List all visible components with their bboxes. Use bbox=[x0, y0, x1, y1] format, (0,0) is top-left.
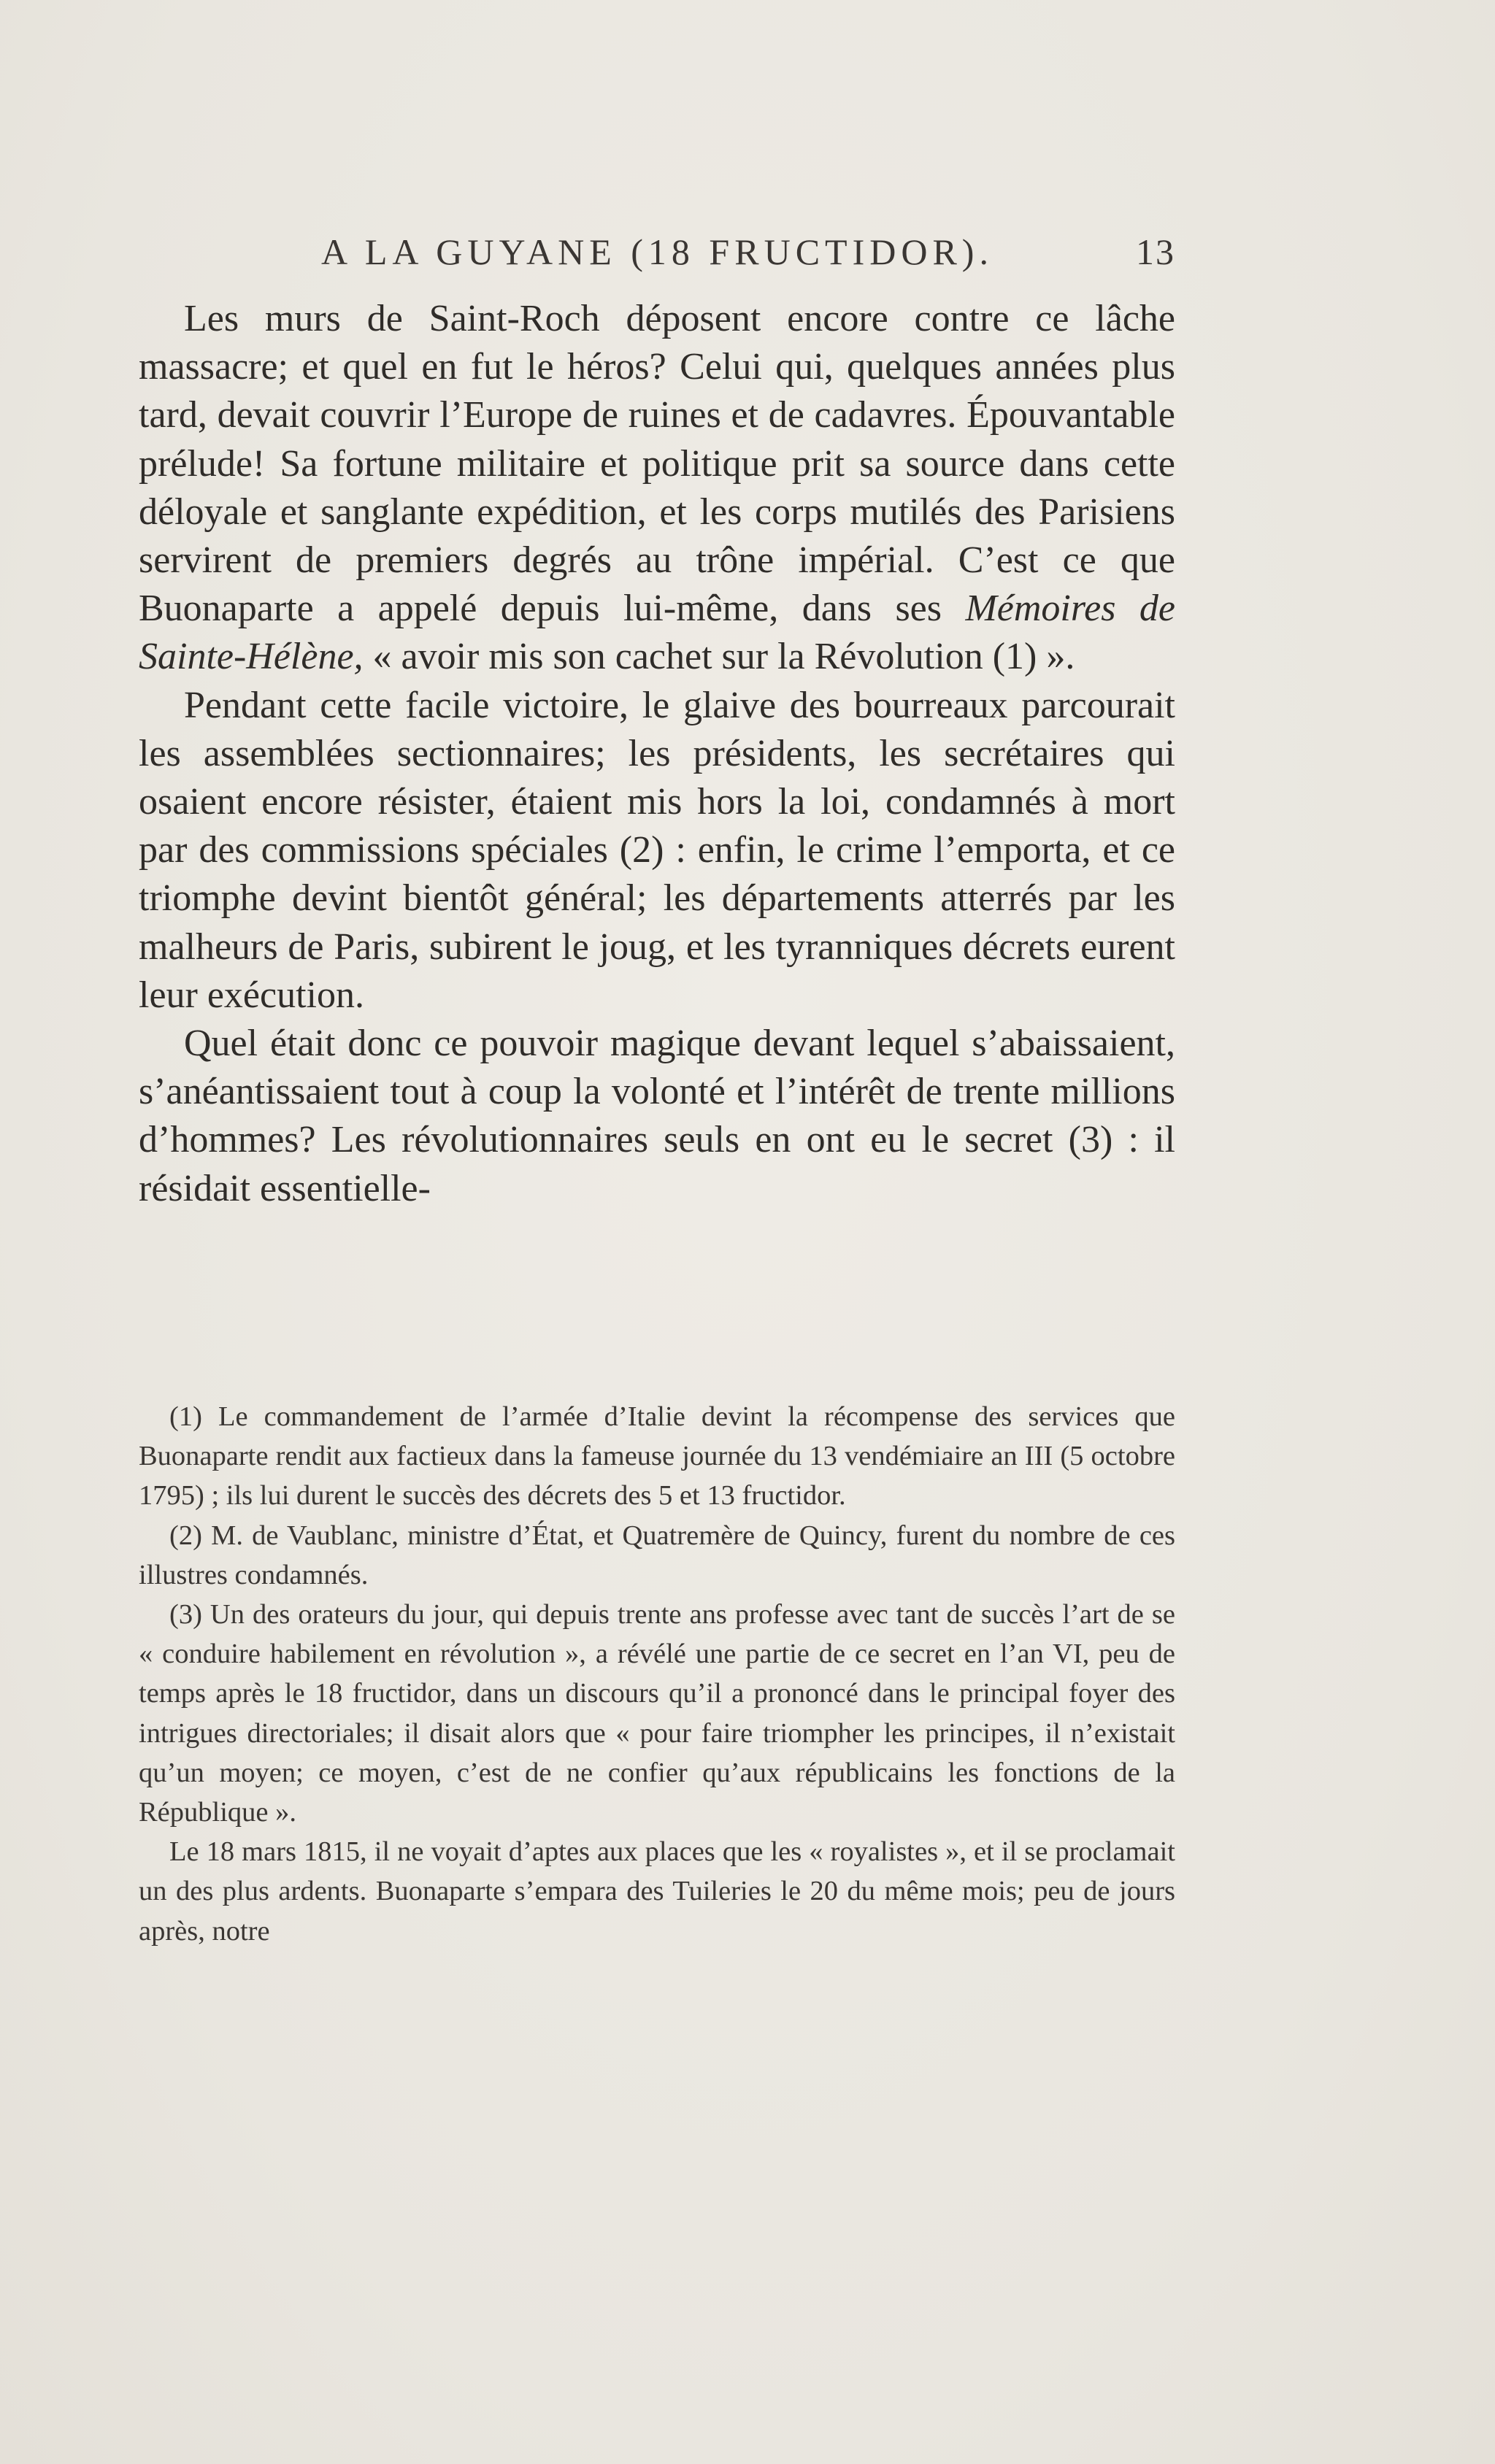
footnote-1: (1) Le commandement de l’armée d’Italie devint la récompense des services que Buonaparte rendit aux factieux dans la fameuse journée du 13 vendémiaire an III (5 octobre 1795) ; ils lui durent le succès des décrets des 5 et 13 fructidor. bbox=[139, 1401, 1175, 1512]
paragraph-1 bbox=[139, 295, 1175, 682]
paragraph-3: Quel était donc ce pouvoir magique devant lequel s’abaissaient, s’anéantissaient tout à coup la volonté et l’intérêt de trente millions d’hommes? Les révolutionnaires seuls en ont eu le secret (3) : il résidait essentielle- bbox=[139, 1023, 1175, 1209]
main-text bbox=[139, 295, 1175, 1213]
footnote-2: (2) M. de Vaublanc, ministre d’État, et Quatremère de Quincy, furent du nombre de ces illustres condamnés. bbox=[139, 1520, 1175, 1590]
running-header bbox=[139, 231, 1175, 277]
book-title-italic: Mémoires de Sainte-Hélène, bbox=[139, 588, 1175, 678]
footnotes bbox=[139, 1397, 1175, 1951]
footnote-3-continued: Le 18 mars 1815, il ne voyait d’aptes aux places que les « royalistes », et il se proclamait un des plus ardents. Buonaparte s’empara des Tuileries le 20 du même mois; peu de jours après, notre bbox=[139, 1836, 1175, 1947]
running-title: A LA GUYANE (18 FRUCTIDOR). bbox=[321, 231, 994, 272]
footnote-3: (3) Un des orateurs du jour, qui depuis trente ans professe avec tant de succès l’art de se « conduire habilement en révolution », a révélé une partie de ce secret en l’an VI, peu de temps après le 18 fructidor, dans un discours qu’il a prononcé dans le principal foyer des intrigues directoriales; il disait alors que « pour faire triompher les principes, il n’existait qu’un moyen; ce moyen, c’est de ne confier qu’aux républicains les fonctions de la République ». bbox=[139, 1599, 1175, 1828]
paragraph-1-text-a: Les murs de Saint-Roch déposent encore contre ce lâche massacre; et quel en fut le héros? Celui qui, quelques années plus tard, devait couvrir l’Europe de ruines et de cadavres. Épouvantable prélude! Sa fortune militaire et politique prit sa source dans cette déloyale et sanglante expédition, et les corps mutilés des Parisiens servirent de premiers degrés au trône impérial. C’est ce que Buonaparte a appelé depuis lui-même, dans ses bbox=[139, 298, 1175, 630]
page-number: 13 bbox=[1136, 231, 1175, 272]
paragraph-2: Pendant cette facile victoire, le glaive des bourreaux parcourait les assemblées sectionnaires; les présidents, les secrétaires qui osaient encore résister, étaient mis hors la loi, condamnés à mort par des commissions spéciales (2) : enfin, le crime l’emporta, et ce triomphe devint bientôt général; les départements atterrés par les malheurs de Paris, subirent le joug, et les tyranniques décrets eurent leur exécution. bbox=[139, 684, 1175, 1016]
paragraph-1-text-b: « avoir mis son cachet sur la Révolution (1) ». bbox=[363, 636, 1075, 678]
